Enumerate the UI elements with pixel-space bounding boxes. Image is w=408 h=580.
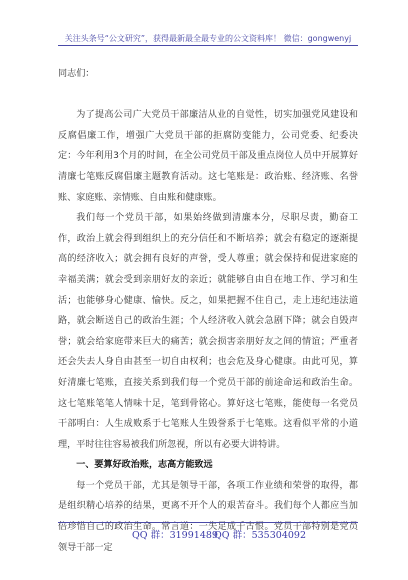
section-heading: 一、要算好政治账，志高方能致远 [76,460,213,471]
footer-qq-group-1: QQ 群：31991489 [132,530,218,541]
footer-divider [58,522,358,523]
blank-line [58,85,358,106]
header-divider [58,45,358,46]
document-body [58,64,358,558]
salutation: 同志们： [58,69,95,79]
footer-qq-group-2: QQ 群：535304092 [214,530,306,541]
header-banner: 关注头条号“公文研究”，获得最新最全最专业的公文资料库！ 微信：gongwenyj [64,34,352,43]
paragraph-intro: 为了提高公司广大党员干部廉洁从业的自觉性，切实加强党风建设和反腐倡廉工作，增强广大党员干部的拒腐防变能力，公司党委、纪委决定：今年利用3个月的时间，在全公司党员干部及重点岗位人员中开展算好清廉七笔账反腐倡廉主题教育活动。这七笔账是：政治账、经济账、名誉账、家庭账、亲情账、自由账和健康账。 [58,110,358,203]
paragraph-discussion: 我们每一个党员干部，如果始终做到清廉本分，尽职尽责，勤奋工作，政治上就会得到组织上的充分信任和不断培养；就会有稳定的逐渐提高的经济收入；就会拥有良好的声誉，受人尊重；就会保持和促进家庭的幸福美满；就会受到亲朋好友的亲近；就能够自由自在地工作、学习和生活；也能够身心健康、愉快。反之，如果把握不住自己，走上违纪违法道路，就会断送自己的政治生涯；个人经济收入就会急剧下降；就会自毁声誉；就会给家庭带来巨大的痛苦；就会损害亲朋好友之间的情谊；严重者还会失去人身自由甚至一切自由权利；也会危及身心健康。由此可见，算好清廉七笔账，直接关系到我们每一个党员干部的前途命运和政治生命。这七笔账笔笔人情味十足，笔到骨铭心。算好这七笔账，能使每一名党员干部明白：人生成败系于七笔账人生毁誉系于七笔账。这看似平常的小道理，平时往往容易被我们所忽视，所以有必要大讲特讲。 [58,213,358,450]
section-paragraph: 每一个党员干部，尤其是领导干部，各项工作业绩和荣誉的取得，都是组织精心培养的结果，更离不开个人的艰苦奋斗。我们每个人都应当加倍珍惜自己的政治生命。常言道：一失足成千古恨。党员干部特别是党员领导干部一定 [58,480,358,553]
